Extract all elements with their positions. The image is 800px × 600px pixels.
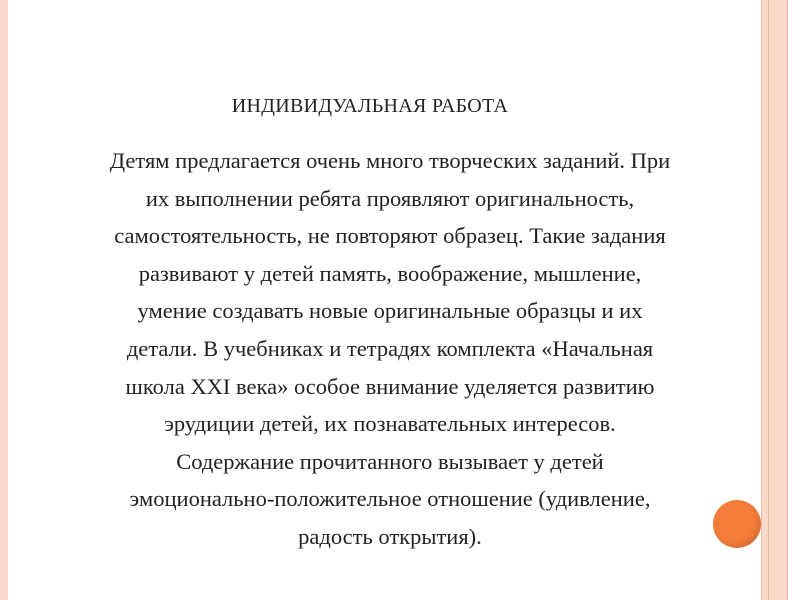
body-line: самостоятельность, не повторяют образец. Такие задания <box>114 223 666 249</box>
body-line: развивают у детей память, воображение, мышление, <box>138 260 642 286</box>
body-line: их выполнении ребята проявляют оригинальность, <box>145 185 635 211</box>
slide-body <box>40 142 740 556</box>
body-line: радость открытия). <box>298 523 482 549</box>
body-line: Детям предлагается очень много творческих заданий. При <box>109 148 671 173</box>
left-border-stripe <box>0 0 8 600</box>
body-line: эмоционально-положительное отношение (удивление, <box>129 486 651 512</box>
body-line: эрудиции детей, их познавательных интересов. <box>164 411 616 437</box>
slide-title: ИНДИВИДУАЛЬНАЯ РАБОТА <box>231 95 509 117</box>
body-line: умение создавать новые оригинальные образцы и их <box>137 298 643 324</box>
decorative-orange-circle <box>713 500 761 548</box>
body-line: школа XXI века» особое внимание уделяется развитию <box>125 373 655 399</box>
right-border-stripe <box>761 0 788 600</box>
body-line: Содержание прочитанного вызывает у детей <box>176 448 604 474</box>
body-line: детали. В учебниках и тетрадях комплекта «Начальная <box>126 335 654 361</box>
